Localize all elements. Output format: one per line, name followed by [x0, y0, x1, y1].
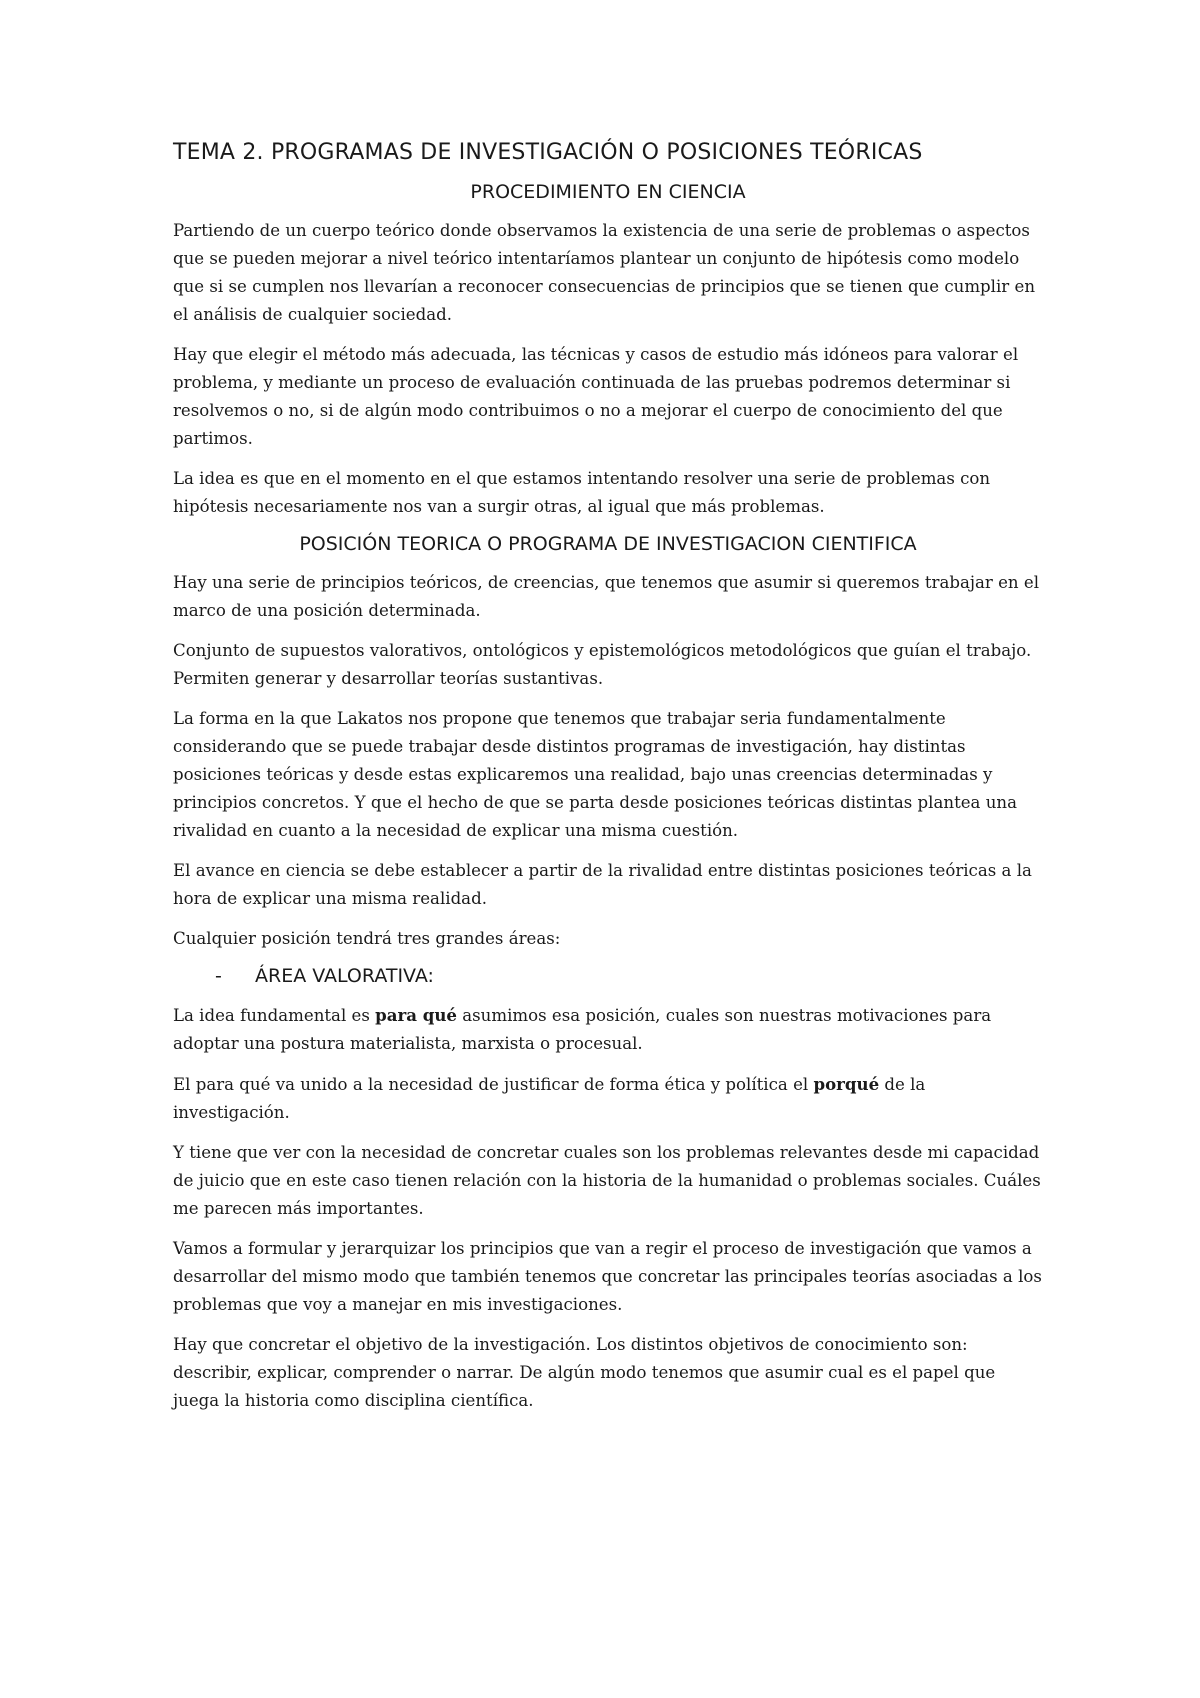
text-run: de la investigación. [173, 1075, 926, 1122]
text-run: El para qué va unido a la necesidad de justificar de forma ética y política el [173, 1075, 814, 1094]
paragraph [173, 1001, 1043, 1058]
paragraph: La idea es que en el momento en el que estamos intentando resolver una serie de problemas con hipótesis necesariamente nos van a surgir otras, al igual que más problemas. [173, 469, 991, 516]
document-title: TEMA 2. PROGRAMAS DE INVESTIGACIÓN O POSICIONES TEÓRICAS [173, 140, 923, 165]
paragraph: Conjunto de supuestos valorativos, ontológicos y epistemológicos metodológicos que guían el trabajo. Permiten generar y desarrollar teorías sustantivas. [173, 641, 1032, 688]
bullet-label: ÁREA VALORATIVA: [255, 965, 434, 987]
paragraph: Vamos a formular y jerarquizar los principios que van a regir el proceso de investigación que vamos a desarrollar del mismo modo que también tenemos que concretar las principales teorías asociadas a los problemas que voy a manejar en mis investigaciones. [173, 1239, 1042, 1314]
document-page [173, 140, 1043, 1427]
paragraph: Cualquier posición tendrá tres grandes áreas: [173, 929, 561, 948]
paragraph: El avance en ciencia se debe establecer a partir de la rivalidad entre distintas posiciones teóricas a la hora de explicar una misma realidad. [173, 861, 1032, 908]
bold-text: porqué [813, 1074, 880, 1094]
bullet-marker: - [215, 965, 222, 987]
paragraph: La forma en la que Lakatos nos propone que tenemos que trabajar seria fundamentalmente considerando que se puede trabajar desde distintos programas de investigación, hay distintas posiciones teóricas y desde estas explicaremos una realidad, bajo unas creencias determinadas y principios concretos. Y que el hecho de que se parta desde posiciones teóricas distintas plantea una rivalidad en cuanto a la necesidad de explicar una misma cuestión. [173, 709, 1017, 840]
section-heading-procedimiento: PROCEDIMIENTO EN CIENCIA [470, 181, 746, 203]
paragraph: Hay una serie de principios teóricos, de creencias, que tenemos que asumir si queremos trabajar en el marco de una posición determinada. [173, 573, 1040, 620]
paragraph [173, 1070, 1043, 1127]
text-run: asumimos esa posición, cuales son nuestras motivaciones para adoptar una postura materialista, marxista o procesual. [173, 1006, 992, 1053]
text-run: La idea fundamental es [173, 1006, 376, 1025]
paragraph: Partiendo de un cuerpo teórico donde observamos la existencia de una serie de problemas o aspectos que se pueden mejorar a nivel teórico intentaríamos plantear un conjunto de hipótesis como modelo que si se cumplen nos llevarían a reconocer consecuencias de principios que se tienen que cumplir en el análisis de cualquier sociedad. [173, 221, 1036, 324]
paragraph: Hay que elegir el método más adecuada, las técnicas y casos de estudio más idóneos para valorar el problema, y mediante un proceso de evaluación continuada de las pruebas podremos determinar si resolvemos o no, si de algún modo contribuimos o no a mejorar el cuerpo de conocimiento del que partimos. [173, 345, 1019, 448]
paragraph: Y tiene que ver con la necesidad de concretar cuales son los problemas relevantes desde mi capacidad de juicio que en este caso tienen relación con la historia de la humanidad o problemas sociales. Cuáles me parecen más importantes. [173, 1143, 1041, 1218]
section-heading-posicion-teorica: POSICIÓN TEORICA O PROGRAMA DE INVESTIGACION CIENTIFICA [299, 533, 917, 555]
paragraph: Hay que concretar el objetivo de la investigación. Los distintos objetivos de conocimiento son: describir, explicar, comprender o narrar. De algún modo tenemos que asumir cual es el papel que juega la historia como disciplina científica. [173, 1335, 996, 1410]
bullet-item-area-valorativa [173, 965, 1043, 987]
bold-text: para qué [375, 1005, 457, 1025]
